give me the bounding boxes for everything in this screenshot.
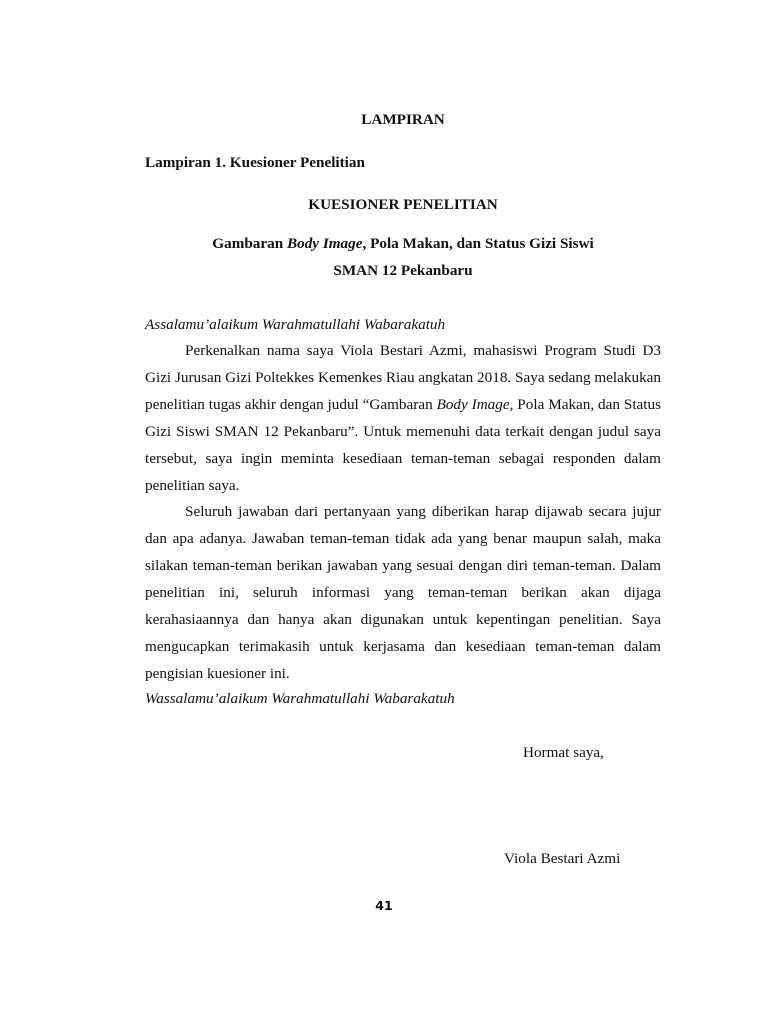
- paragraph1-line4: Gizi Siswi SMAN 12 Pekanbaru”. Untuk memenuhi data terkait dengan judul saya: [145, 423, 661, 440]
- research-title-suffix: , Pola Makan, dan Status Gizi Siswi: [362, 235, 594, 252]
- greeting: Assalamu’alaikum Warahmatullahi Wabarakatuh: [145, 316, 446, 333]
- paragraph2-line2: dan apa adanya. Jawaban teman-teman tidak ada yang benar maupun salah, maka: [145, 530, 661, 547]
- paragraph1-line3-prefix: penelitian tugas akhir dengan judul “Gambaran: [145, 396, 437, 413]
- research-title-line2: SMAN 12 Pekanbaru: [333, 262, 473, 279]
- page-number: 41: [375, 898, 393, 913]
- signature-salutation: Hormat saya,: [523, 744, 604, 761]
- paragraph2-line7: pengisian kuesioner ini.: [145, 665, 290, 682]
- closing: Wassalamu’alaikum Warahmatullahi Wabarakatuh: [145, 690, 455, 707]
- paragraph2-line3: silakan teman-teman berikan jawaban yang sesuai dengan diri teman-teman. Dalam: [145, 557, 661, 574]
- research-title-prefix: Gambaran: [212, 235, 287, 252]
- paragraph1-line6: penelitian saya.: [145, 477, 240, 494]
- appendix-label: Lampiran 1. Kuesioner Penelitian: [145, 154, 365, 171]
- paragraph2-line6: mengucapkan terimakasih untuk kerjasama dan kesediaan teman-teman dalam: [145, 638, 661, 655]
- paragraph1-line2: Gizi Jurusan Gizi Poltekkes Kemenkes Riau angkatan 2018. Saya sedang melakukan: [145, 369, 661, 386]
- paragraph1-line5: tersebut, saya ingin meminta kesediaan teman-teman sebagai responden dalam: [145, 450, 661, 467]
- research-title-emphasis: Body Image: [286, 235, 363, 252]
- paragraph1-line1: Perkenalkan nama saya Viola Bestari Azmi, mahasiswi Program Studi D3: [185, 342, 661, 359]
- paragraph2-line1: Seluruh jawaban dari pertanyaan yang diberikan harap dijawab secara jujur: [185, 503, 661, 520]
- paragraph2-line4: penelitian ini, seluruh informasi yang teman-teman berikan akan dijaga: [145, 584, 661, 601]
- signature-name: Viola Bestari Azmi: [504, 850, 621, 867]
- paragraph1-line3: [145, 395, 661, 415]
- page-heading: LAMPIRAN: [361, 111, 445, 128]
- paragraph1-line3-emphasis: Body Image: [436, 396, 510, 413]
- research-title-line1: [145, 234, 661, 254]
- paragraph1-line3-suffix: , Pola Makan, dan Status: [509, 396, 662, 413]
- paragraph2-line5: kerahasiaannya dan hanya akan digunakan untuk kepentingan penelitian. Saya: [145, 611, 661, 628]
- questionnaire-title: KUESIONER PENELITIAN: [308, 196, 498, 213]
